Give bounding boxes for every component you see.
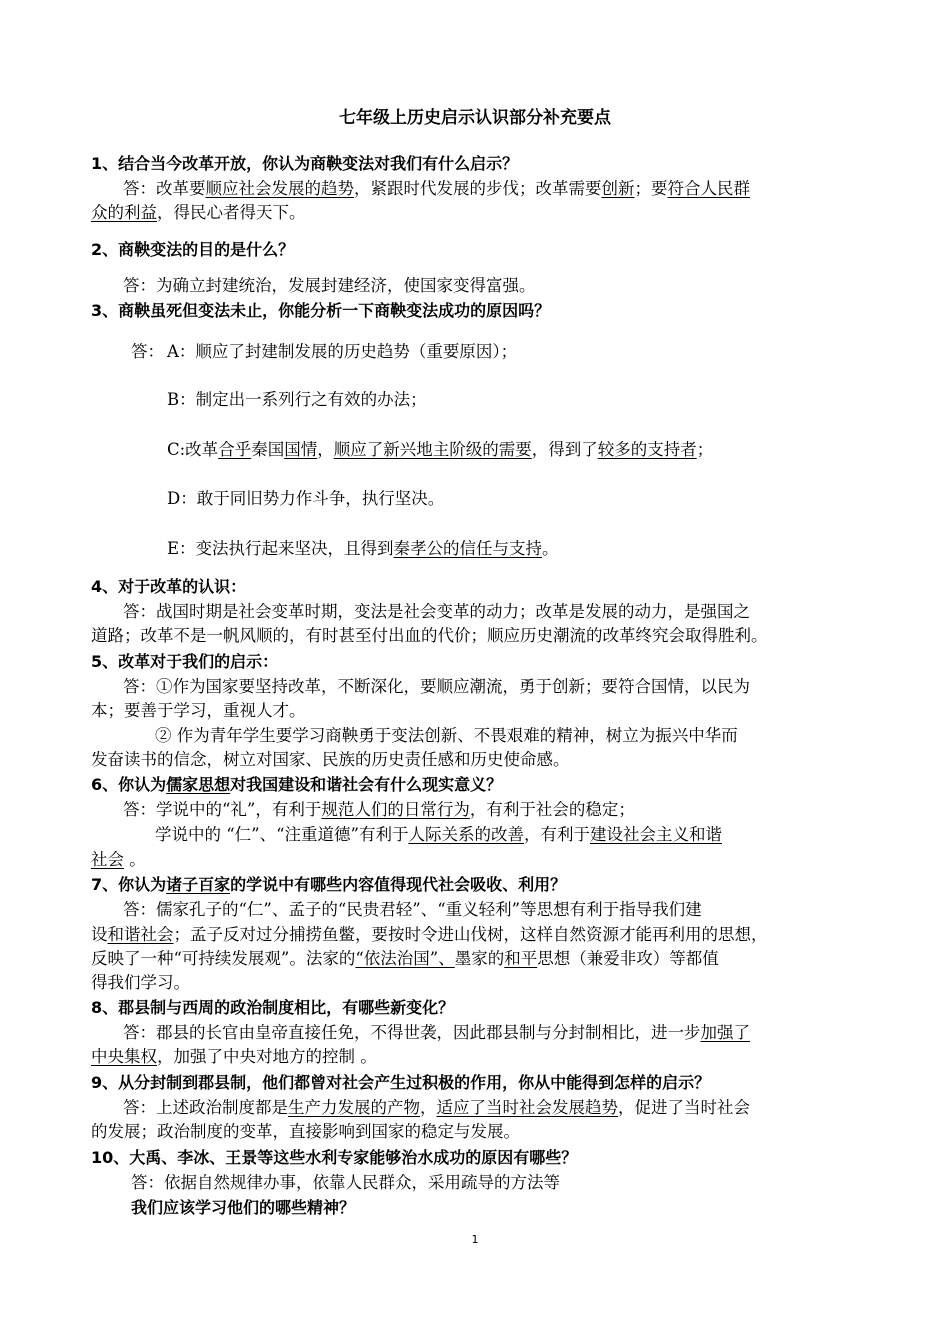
- answer-7-line-3: 反映了一种“可持续发展观”。法家的“依法治国”、墨家的和平思想（兼爱非攻）等都值: [91, 949, 719, 968]
- answer-10: 答：依据自然规律办事，依靠人民群众，采用疏导的方法等: [131, 1173, 560, 1192]
- answer-1-line-2: 众的利益，得民心者得天下。: [91, 203, 306, 222]
- question-2: 2、商鞅变法的目的是什么？: [91, 240, 295, 259]
- question-1: 1、结合当今改革开放，你认为商鞅变法对我们有什么启示？: [91, 154, 519, 173]
- page-title: 七年级上历史启示认识部分补充要点: [339, 108, 611, 128]
- question-6: 6、你认为儒家思想对我国建设和谐社会有什么现实意义？: [91, 775, 503, 794]
- question-7: 7、你认为诸子百家的学说中有哪些内容值得现代社会吸收、利用？: [91, 875, 567, 894]
- answer-6-line-1: 答：学说中的“礼”，有利于规范人们的日常行为，有利于社会的稳定；: [123, 800, 635, 819]
- answer-5-line-4: 发奋读书的信念，树立对国家、民族的历史责任感和历史使命感。: [91, 750, 570, 769]
- answer-6-line-2: 学说中的 “仁”、“注重道德”有利于人际关系的改善，有利于建设社会主义和谐: [155, 825, 722, 844]
- question-8: 8、郡县制与西周的政治制度相比，有哪些新变化？: [91, 998, 455, 1017]
- answer-8-line-1: 答：郡县的长官由皇帝直接任免，不得世袭，因此郡县制与分封制相比，进一步加强了: [123, 1023, 750, 1042]
- answer-5-line-2: 本；要善于学习，重视人才。: [91, 701, 306, 720]
- answer-5-line-1: 答：①作为国家要坚持改革，不断深化，要顺应潮流，勇于创新；要符合国情，以民为: [123, 677, 750, 696]
- answer-7-line-2: 设和谐社会；孟子反对过分捕捞鱼鳖，要按时令进山伐树，这样自然资源才能再利用的思想，: [91, 925, 768, 944]
- answer-7-line-4: 得我们学习。: [91, 973, 190, 992]
- answer-7-line-1: 答：儒家孔子的“仁”、孟子的“民贵君轻”、“重义轻利”等思想有利于指导我们建: [123, 900, 702, 919]
- question-4: 4、对于改革的认识：: [91, 577, 247, 596]
- question-9: 9、从分封制到郡县制，他们都曾对社会产生过积极的作用，你从中能得到怎样的启示？: [91, 1073, 711, 1092]
- answer-1-line-1: 答：改革要顺应社会发展的趋势，紧跟时代发展的步伐；改革需要创新；要符合人民群: [123, 179, 750, 198]
- answer-9-line-2: 的发展；政治制度的变革，直接影响到国家的稳定与发展。: [91, 1122, 520, 1141]
- answer-3-item-d: D：敢于同旧势力作斗争，执行坚决。: [167, 489, 445, 508]
- answer-6-line-3: 社会 。: [91, 850, 146, 869]
- answer-3-prefix: 答：: [131, 342, 164, 361]
- question-10: 10、大禹、李冰、王景等这些水利专家能够治水成功的原因有哪些？: [91, 1148, 578, 1167]
- question-5: 5、改革对于我们的启示：: [91, 652, 279, 671]
- question-3: 3、商鞅虽死但变法未止，你能分析一下商鞅变法成功的原因吗？: [91, 301, 551, 320]
- answer-4-line-1: 答：战国时期是社会变革时期，变法是社会变革的动力；改革是发展的动力，是强国之: [123, 602, 750, 621]
- answer-5-line-3: ② 作为青年学生要学习商鞅勇于变法创新、不畏艰难的精神，树立为振兴中华而: [155, 726, 738, 745]
- answer-3-item-a: A：顺应了封建制发展的历史趋势（重要原因）；: [167, 342, 518, 361]
- answer-9-line-1: 答：上述政治制度都是生产力发展的产物，适应了当时社会发展趋势，促进了当时社会: [123, 1098, 750, 1117]
- question-10-followup: 我们应该学习他们的哪些精神？: [131, 1198, 356, 1217]
- answer-3-item-b: B：制定出一系列行之有效的办法；: [167, 390, 427, 409]
- answer-3-item-e: E：变法执行起来坚决，且得到秦孝公的信任与支持。: [167, 539, 559, 558]
- page-number: 1: [471, 1233, 479, 1246]
- answer-2: 答：为确立封建统治，发展封建经济，使国家变得富强。: [123, 276, 536, 295]
- answer-8-line-2: 中央集权，加强了中央对地方的控制 。: [91, 1047, 377, 1066]
- answer-4-line-2: 道路；改革不是一帆风顺的，有时甚至付出血的代价；顺应历史潮流的改革终究会取得胜利。: [91, 626, 768, 645]
- answer-3-item-c: C:改革合乎秦国国情，顺应了新兴地主阶级的需要，得到了较多的支持者；: [167, 440, 714, 459]
